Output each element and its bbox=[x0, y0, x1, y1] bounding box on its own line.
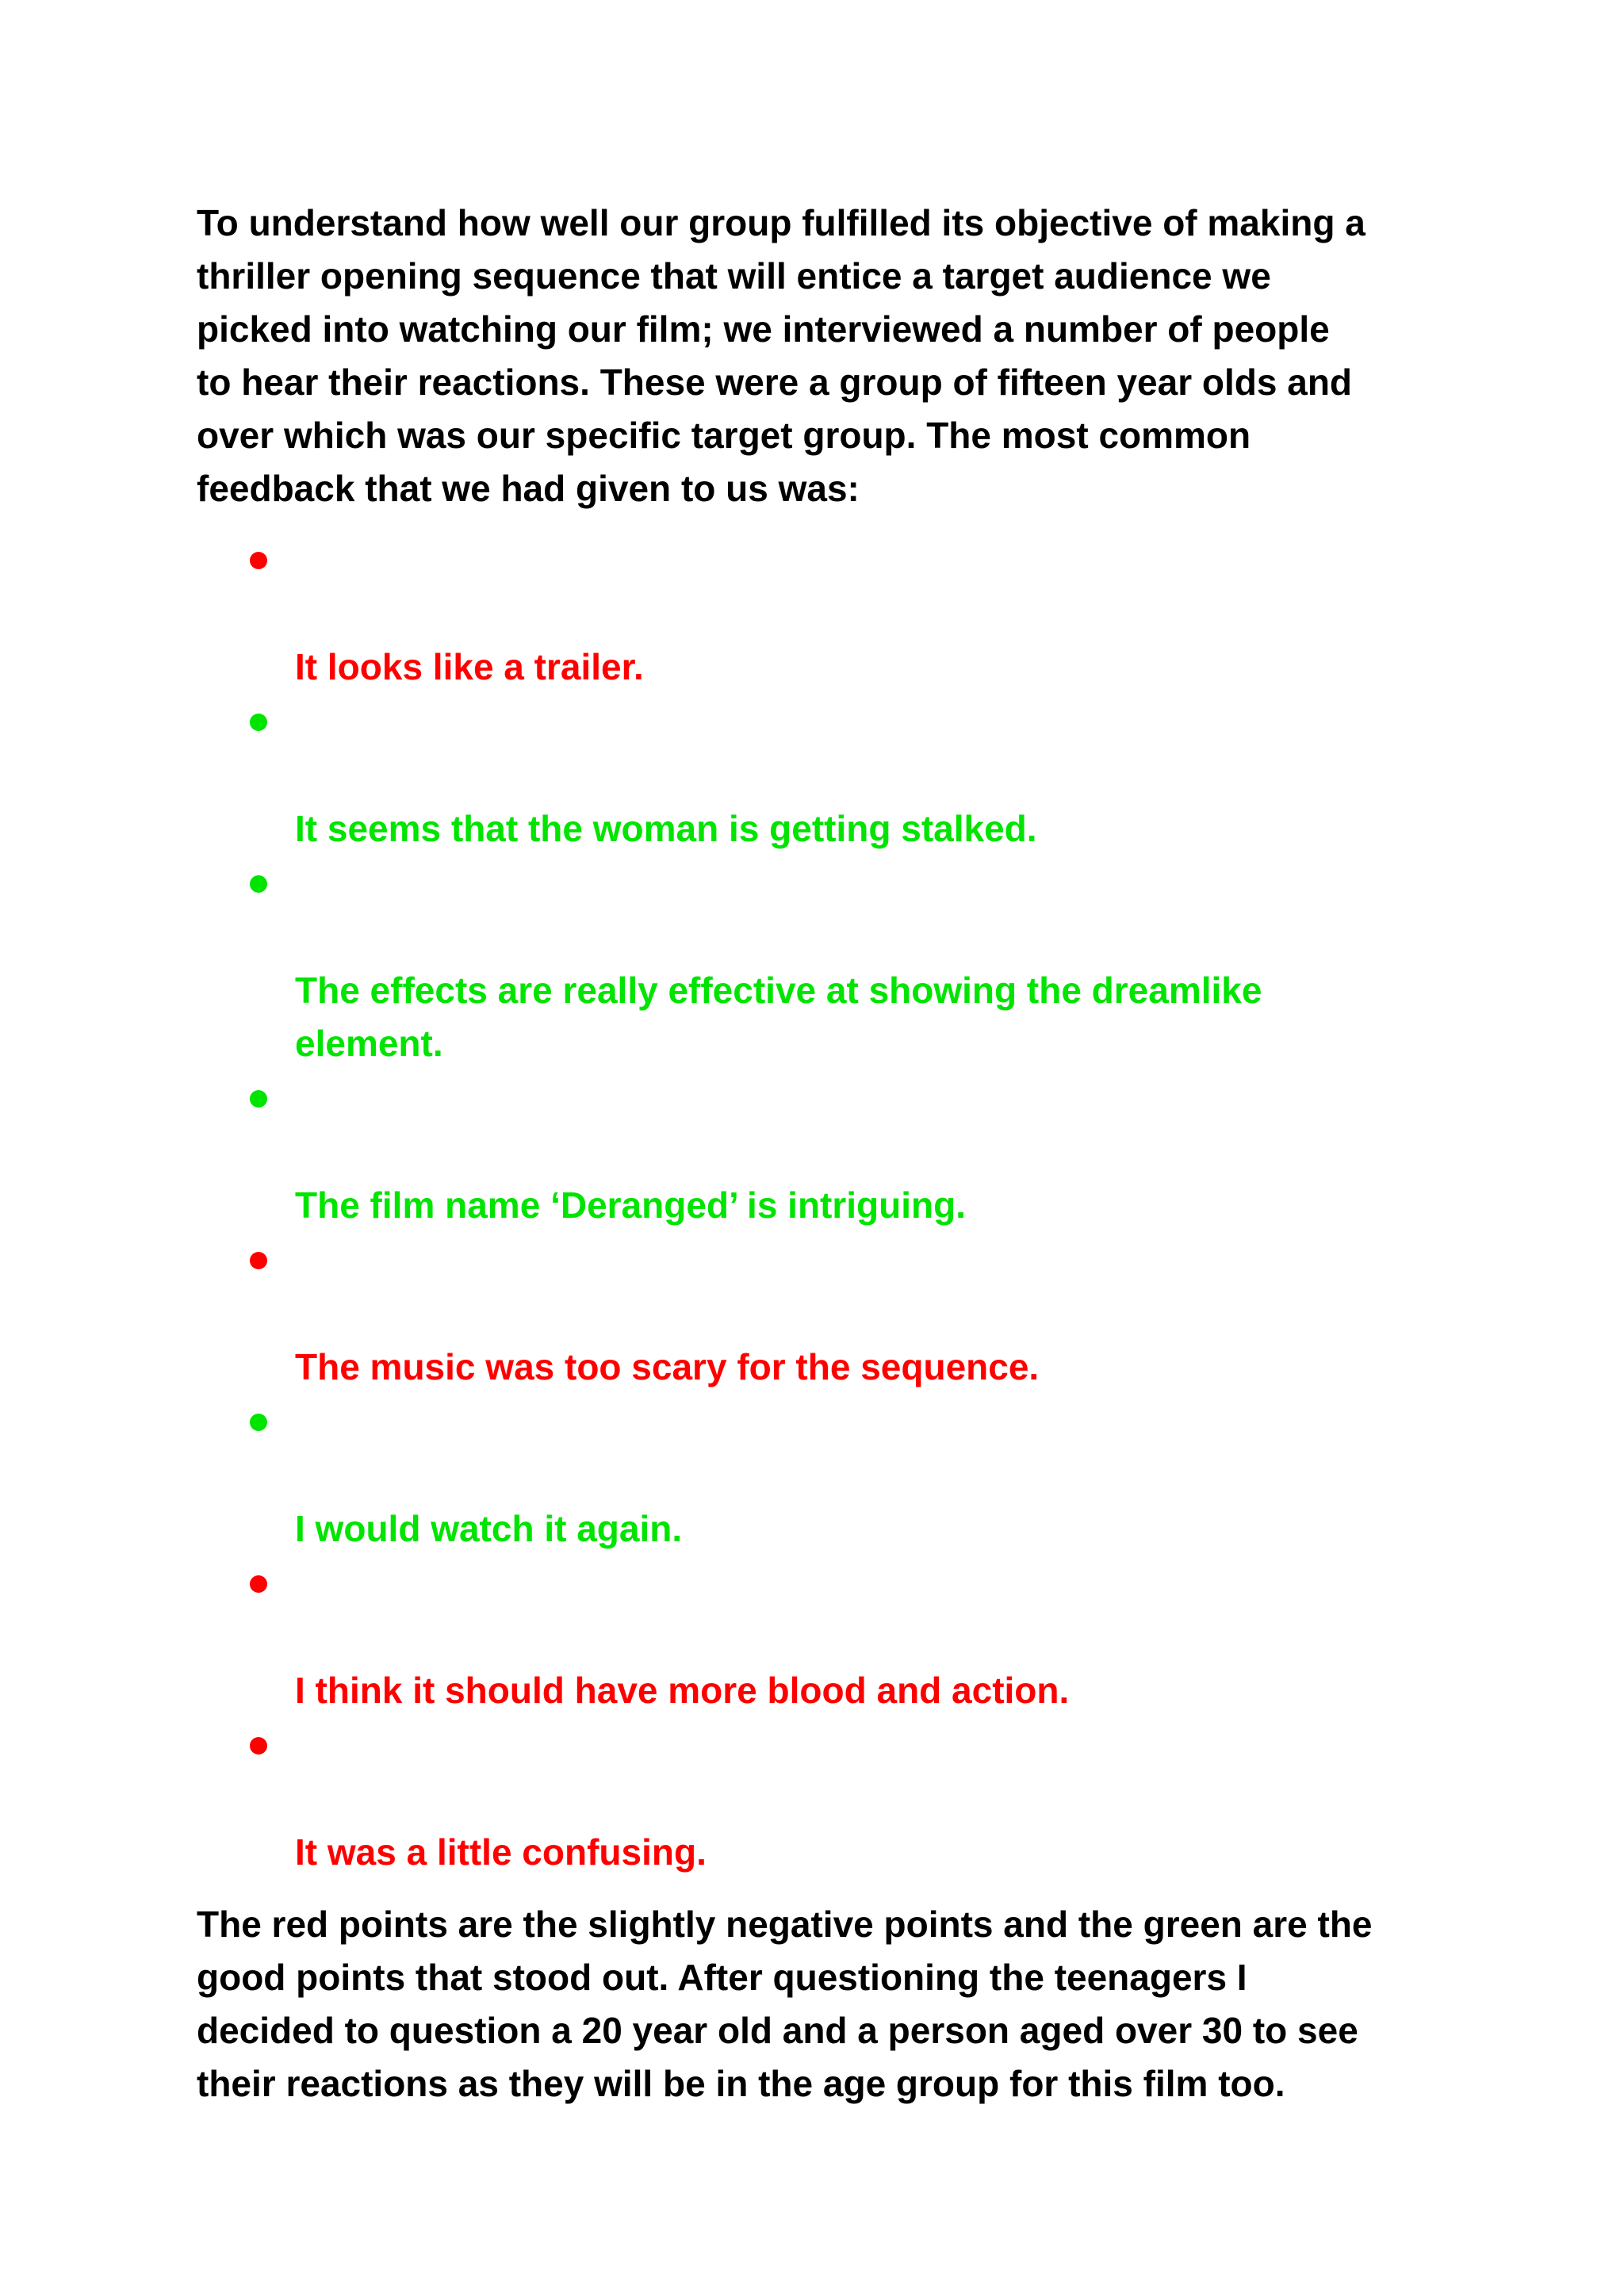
feedback-item-negative bbox=[197, 534, 1442, 694]
feedback-text: It seems that the woman is getting stalked. bbox=[295, 808, 1037, 849]
bullet-icon bbox=[250, 1737, 267, 1755]
feedback-item-positive bbox=[197, 1073, 1442, 1232]
feedback-text: It was a little confusing. bbox=[295, 1831, 707, 1873]
feedback-text: I would watch it again. bbox=[295, 1508, 683, 1549]
bullet-icon bbox=[250, 1252, 267, 1269]
feedback-list bbox=[197, 534, 1442, 1879]
feedback-text: The film name ‘Deranged’ is intriguing. bbox=[295, 1184, 967, 1226]
feedback-text: The effects are really effective at showing the dreamlike element. bbox=[295, 970, 1262, 1064]
bullet-icon bbox=[250, 1414, 267, 1431]
feedback-item-positive bbox=[197, 858, 1442, 1070]
feedback-item-negative bbox=[197, 1234, 1442, 1394]
intro-paragraph: To understand how well our group fulfilled its objective of making a thriller opening sequence that will entice a target audience we picked into watching our film; we interviewed a number of people to hear their reactions. These were a group of fifteen year olds and over which was our specific target group. The most common feedback that we had given to us was: bbox=[197, 202, 1365, 509]
feedback-text: I think it should have more blood and action. bbox=[295, 1670, 1070, 1711]
bullet-icon bbox=[250, 714, 267, 731]
feedback-item-negative bbox=[197, 1720, 1442, 1879]
bullet-icon bbox=[250, 1575, 267, 1593]
bullet-icon bbox=[250, 1090, 267, 1108]
bullet-icon bbox=[250, 552, 267, 569]
document-body bbox=[197, 197, 1442, 2110]
feedback-text: The music was too scary for the sequence. bbox=[295, 1346, 1040, 1387]
conclusion-paragraph: The red points are the slightly negative points and the green are the good points that stood out. After questioning the teenagers I decided to question a 20 year old and a person aged over 30 to see their reactions as they will be in the age group for this film too. bbox=[197, 1904, 1373, 2104]
feedback-item-negative bbox=[197, 1558, 1442, 1717]
feedback-item-positive bbox=[197, 696, 1442, 855]
bullet-icon bbox=[250, 875, 267, 893]
feedback-text: It looks like a trailer. bbox=[295, 646, 644, 687]
feedback-item-positive bbox=[197, 1396, 1442, 1556]
